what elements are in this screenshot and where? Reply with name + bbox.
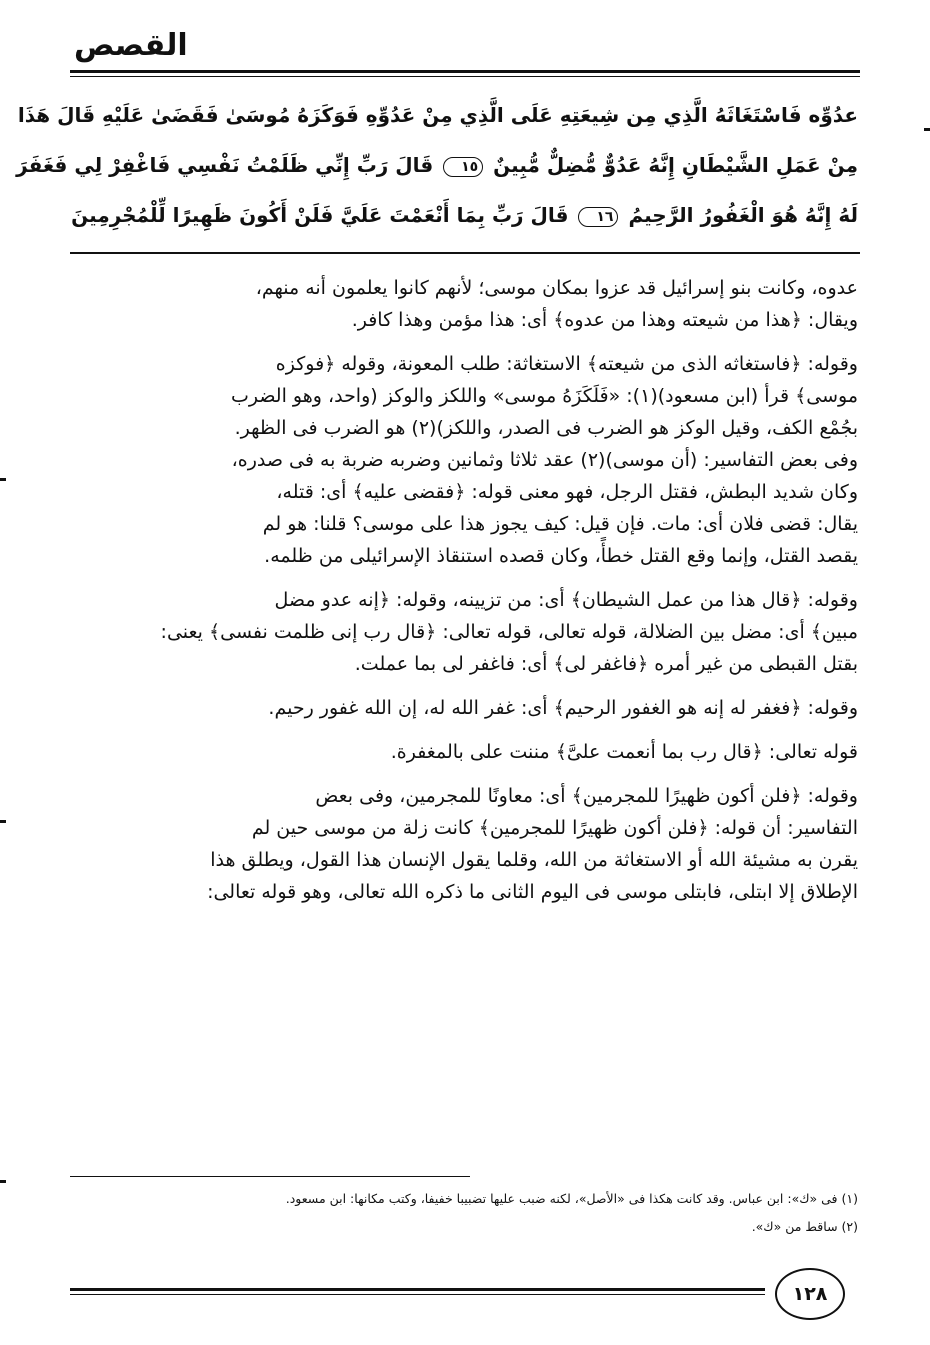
commentary-paragraph bbox=[72, 780, 858, 908]
verse-number-marker: ١٥ bbox=[443, 157, 483, 177]
commentary-line: وقوله: ﴿فاستغاثه الذى من شيعته﴾ الاستغاثة: طلب المعونة، وقوله ﴿فوكزه bbox=[275, 353, 858, 375]
verse-text-after: قَالَ رَبِّ إِنِّي ظَلَمْتُ نَفْسِي فَاغْفِرْ لِي فَغَفَرَ bbox=[16, 153, 434, 177]
verse-line-1 bbox=[17, 90, 858, 140]
scan-margin-mark bbox=[0, 478, 6, 481]
verse-line-3 bbox=[72, 190, 858, 240]
commentary-line: الإطلاق إلا ابتلى، فابتلى موسى فى اليوم الثانى ما ذكره الله تعالى، وهو قوله تعالى: bbox=[207, 881, 858, 903]
commentary-line: التفاسير: أن قوله: ﴿فلن أكون ظهيرًا للمجرمين﴾ كانت زلة من موسى حين لم bbox=[251, 817, 858, 839]
verse-line-2 bbox=[16, 140, 858, 190]
verse-number-marker: ١٦ bbox=[578, 207, 618, 227]
commentary-line: وكان شديد البطش، فقتل الرجل، فهو معنى قوله: ﴿فقضى عليه﴾ أى: قتله، bbox=[276, 481, 858, 503]
commentary-line: بجُمْع الكف، وقيل الوكز هو الضرب فى الصدر، واللكز)(٢) هو الضرب فى الظهر. bbox=[234, 417, 858, 439]
commentary-line: عدوه، وكانت بنو إسرائيل قد عزوا بمكان موسى؛ لأنهم كانوا يعلمون أنه منهم، bbox=[255, 277, 858, 299]
commentary-paragraph bbox=[72, 584, 858, 680]
surah-title: القصص bbox=[74, 28, 188, 63]
verse-text: لَهُ إِنَّهُ هُوَ الْغَفُورُ الرَّحِيمُ bbox=[628, 203, 858, 227]
commentary-line: يقرن به مشيئة الله أو الاستغاثة من الله، وقلما يقول الإنسان هذا القول، ويطلق هذا bbox=[210, 849, 858, 871]
verse-separator-rule bbox=[70, 252, 860, 254]
page-number: ١٢٨ bbox=[775, 1268, 845, 1320]
verse-text: مِنْ عَمَلِ الشَّيْطَانِ إِنَّهُ عَدُوٌّ مُّضِلٌّ مُّبِينٌ bbox=[493, 153, 858, 177]
commentary-line: ويقال: ﴿هذا من شيعته وهذا من عدوه﴾ أى: هذا مؤمن وهذا كافر. bbox=[351, 309, 858, 331]
commentary-line: مبين﴾ أى: مضل بين الضلالة، قوله تعالى، قوله تعالى: ﴿قال رب إنى ظلمت نفسى﴾ يعنى: bbox=[160, 621, 858, 643]
commentary-line: موسى﴾ قرأ (ابن مسعود)(١): «فَلَكَزَهُ موسى» واللكز والوكز (واحد، وهو الضرب bbox=[230, 385, 858, 407]
verse-text-after: قَالَ رَبِّ بِمَا أَنْعَمْتَ عَلَيَّ فَلَنْ أَكُونَ ظَهِيرًا لِّلْمُجْرِمِينَ bbox=[71, 203, 569, 227]
verse-text: عدُوِّه فَاسْتَغَاثَهُ الَّذِي مِن شِيعَتِهِ عَلَى الَّذِي مِنْ عَدُوِّهِ فَوَكَزَهُ مُوسَىٰ فَقَضَىٰ عَلَيْهِ قَالَ هَذَا bbox=[17, 103, 858, 127]
header-rule-thick bbox=[70, 70, 860, 73]
quran-verse-block bbox=[16, 90, 858, 240]
commentary-paragraph bbox=[72, 692, 858, 724]
footnote: (٢) ساقط من «ك». bbox=[751, 1219, 858, 1234]
commentary-paragraph bbox=[72, 348, 858, 572]
commentary-line: قوله تعالى: ﴿قال رب بما أنعمت علىَّ﴾ مننت على بالمغفرة. bbox=[390, 741, 858, 763]
scan-margin-mark bbox=[0, 1180, 6, 1183]
commentary-line: بقتل القبطى من غير أمره ﴿فاغفر لى﴾ أى: فاغفر لى بما عملت. bbox=[354, 653, 858, 675]
commentary-line: وقوله: ﴿فلن أكون ظهيرًا للمجرمين﴾ أى: معاونًا للمجرمين، وفى بعض bbox=[315, 785, 858, 807]
commentary-line: وقوله: ﴿قال هذا من عمل الشيطان﴾ أى: من تزيينه، وقوله: ﴿إنه عدو مضل bbox=[274, 589, 858, 611]
commentary-paragraph bbox=[72, 736, 858, 768]
footer-rule-thick bbox=[70, 1288, 765, 1291]
scan-margin-mark bbox=[924, 128, 930, 131]
footnote: (١) فى «ك»: ابن عباس. وقد كانت هكذا فى «الأصل»، لكنه ضبب عليها تضبيبا خفيفا، وكتب مكانها: ابن مسعود. bbox=[285, 1191, 858, 1206]
commentary-paragraph bbox=[72, 272, 858, 336]
footnote-rule bbox=[70, 1176, 470, 1177]
header-rule-thin bbox=[70, 76, 860, 77]
commentary-line: يقال: قضى فلان أى: مات. فإن قيل: كيف يجوز هذا على موسى؟ قلنا: هو لم bbox=[262, 513, 858, 535]
commentary bbox=[72, 272, 858, 920]
commentary-line: يقصد القتل، وإنما وقع القتل خطأً، وكان قصده استنقاذ الإسرائيلى من ظلمه. bbox=[264, 545, 858, 567]
footnotes bbox=[72, 1188, 858, 1244]
scan-margin-mark bbox=[0, 820, 6, 823]
commentary-line: وقوله: ﴿فغفر له إنه هو الغفور الرحيم﴾ أى: غفر الله له، إن الله غفور رحيم. bbox=[268, 697, 858, 719]
commentary-line: وفى بعض التفاسير: (أن موسى)(٢) عقد ثلاثا وثمانين وضربه ضربة به فى صدره، bbox=[231, 449, 858, 471]
footer-rule-thin bbox=[70, 1294, 765, 1295]
